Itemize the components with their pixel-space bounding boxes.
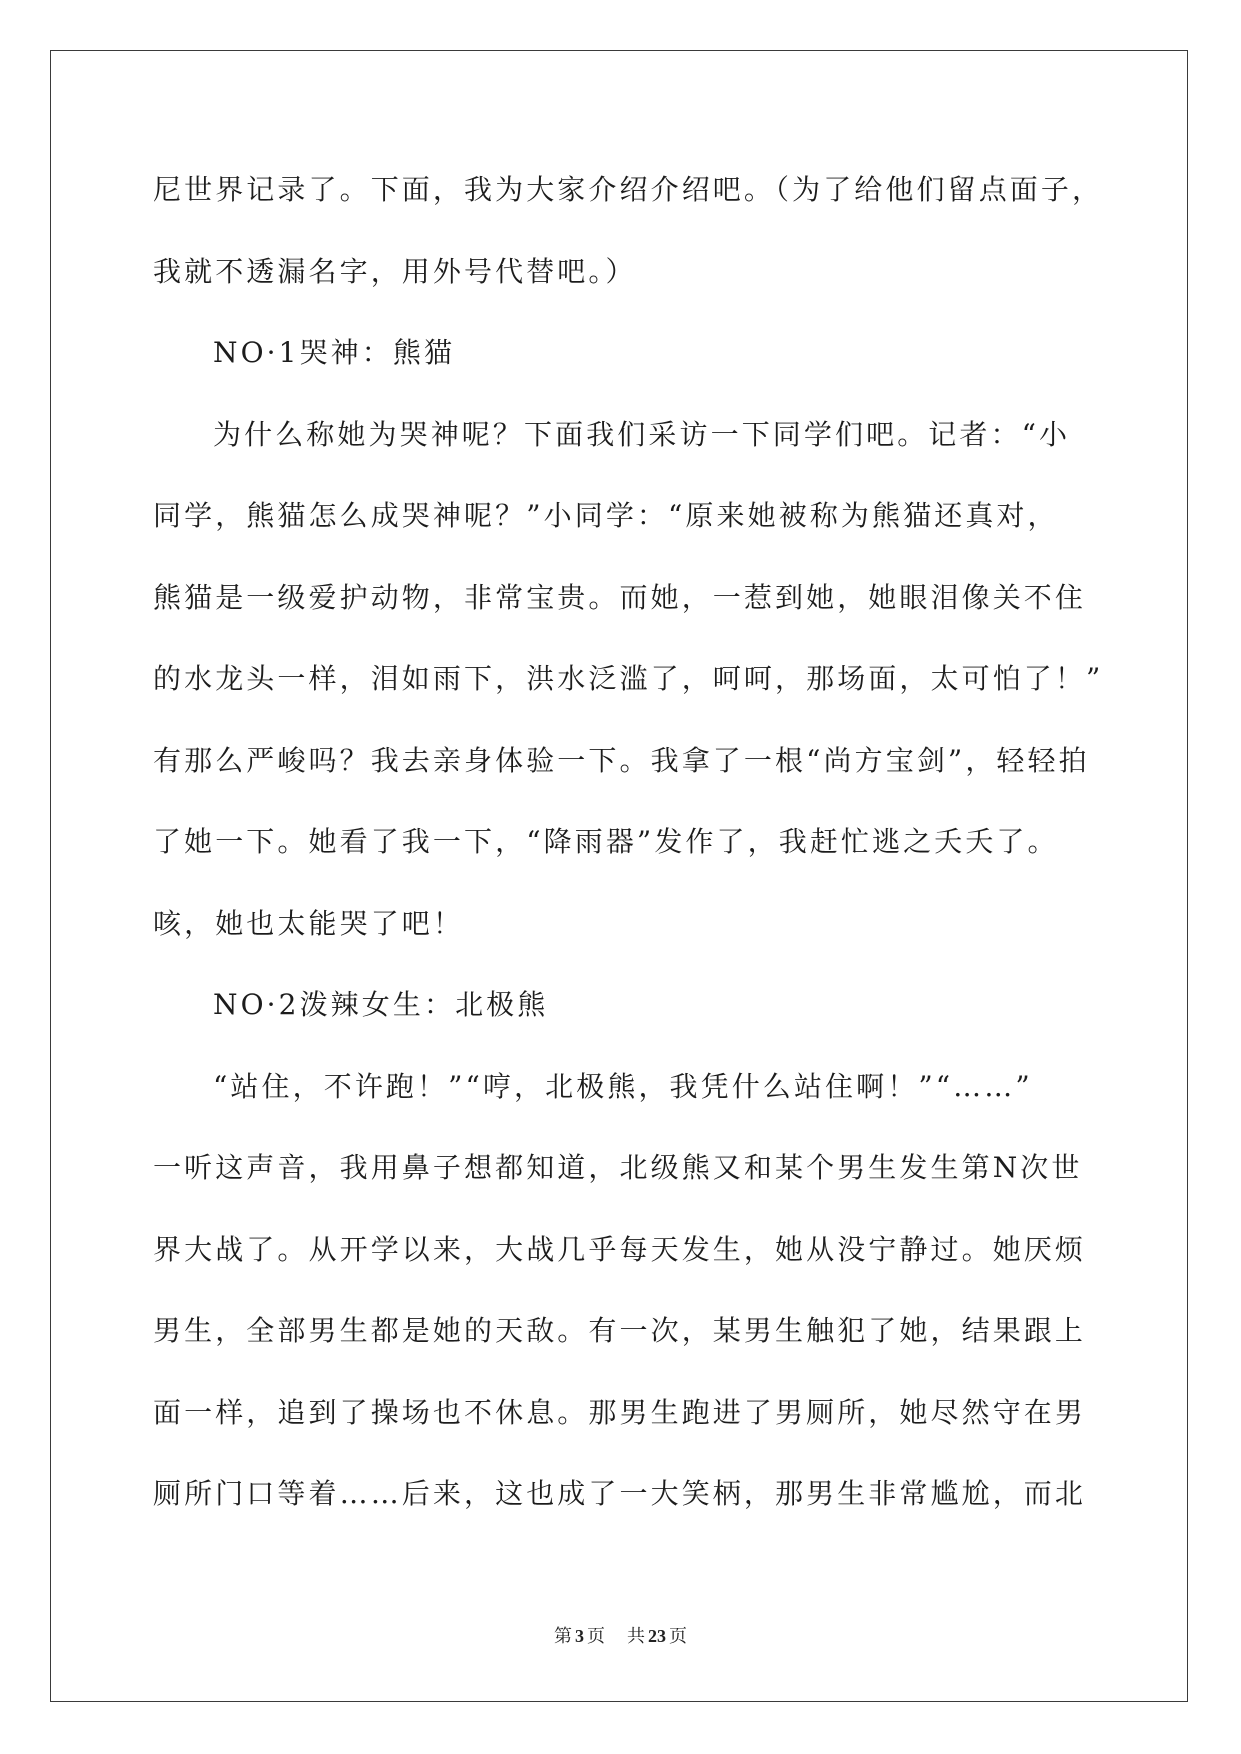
text-line: 为什么称她为哭神呢？下面我们采访一下同学们吧。记者：“小 (213, 417, 1071, 451)
text-line: 界大战了。从开学以来，大战几乎每天发生，她从没宁静过。她厌烦 (153, 1232, 1087, 1266)
text-line: 我就不透漏名字，用外号代替吧。） (153, 254, 637, 288)
text-line: 同学，熊猫怎么成哭神呢？”小同学：“原来她被称为熊猫还真对， (153, 499, 1059, 532)
text-line: 有那么严峻吗？我去亲身体验一下。我拿了一根“尚方宝剑”，轻轻拍 (153, 743, 1090, 777)
section-heading: NO·2泼辣女生：北极熊 (213, 988, 549, 1021)
page-suffix: 页 (587, 1626, 605, 1647)
text-line: 厕所门口等着……后来，这也成了一大笑柄，那男生非常尴尬，而北 (153, 1477, 1087, 1510)
total-pages-number: 23 (648, 1626, 666, 1646)
text-line: 男生，全部男生都是她的天敌。有一次，某男生触犯了她，结果跟上 (153, 1314, 1087, 1347)
text-line: 一听这声音，我用鼻子想都知道，北级熊又和某个男生发生第N次世 (153, 1151, 1083, 1184)
text-line: 面一样，追到了操场也不休息。那男生跑进了男厕所，她尽然守在男 (153, 1395, 1087, 1429)
text-line: 尼世界记录了。下面，我为大家介绍介绍吧。（为了给他们留点面子， (153, 173, 1104, 206)
text-line: 的水龙头一样，泪如雨下，洪水泛滥了，呵呵，那场面，太可怕了！” (153, 662, 1104, 695)
total-prefix: 共 (627, 1626, 645, 1647)
text-line: 了她一下。她看了我一下，“降雨器”发作了，我赶忙逃之夭夭了。 (153, 825, 1059, 858)
text-line: 咳，她也太能哭了吧！ (153, 906, 465, 940)
section-heading: NO·1哭神：熊猫 (213, 336, 456, 369)
page-footer (0, 1624, 1241, 1649)
text-line: 熊猫是一级爱护动物，非常宝贵。而她，一惹到她，她眼泪像关不住 (153, 580, 1087, 614)
current-page-number: 3 (575, 1626, 584, 1646)
total-suffix: 页 (669, 1626, 687, 1647)
text-line: “站住，不许跑！”“哼，北极熊，我凭什么站住啊！”“……” (213, 1069, 1033, 1103)
page-prefix: 第 (554, 1626, 572, 1647)
document-body (153, 149, 1128, 1535)
